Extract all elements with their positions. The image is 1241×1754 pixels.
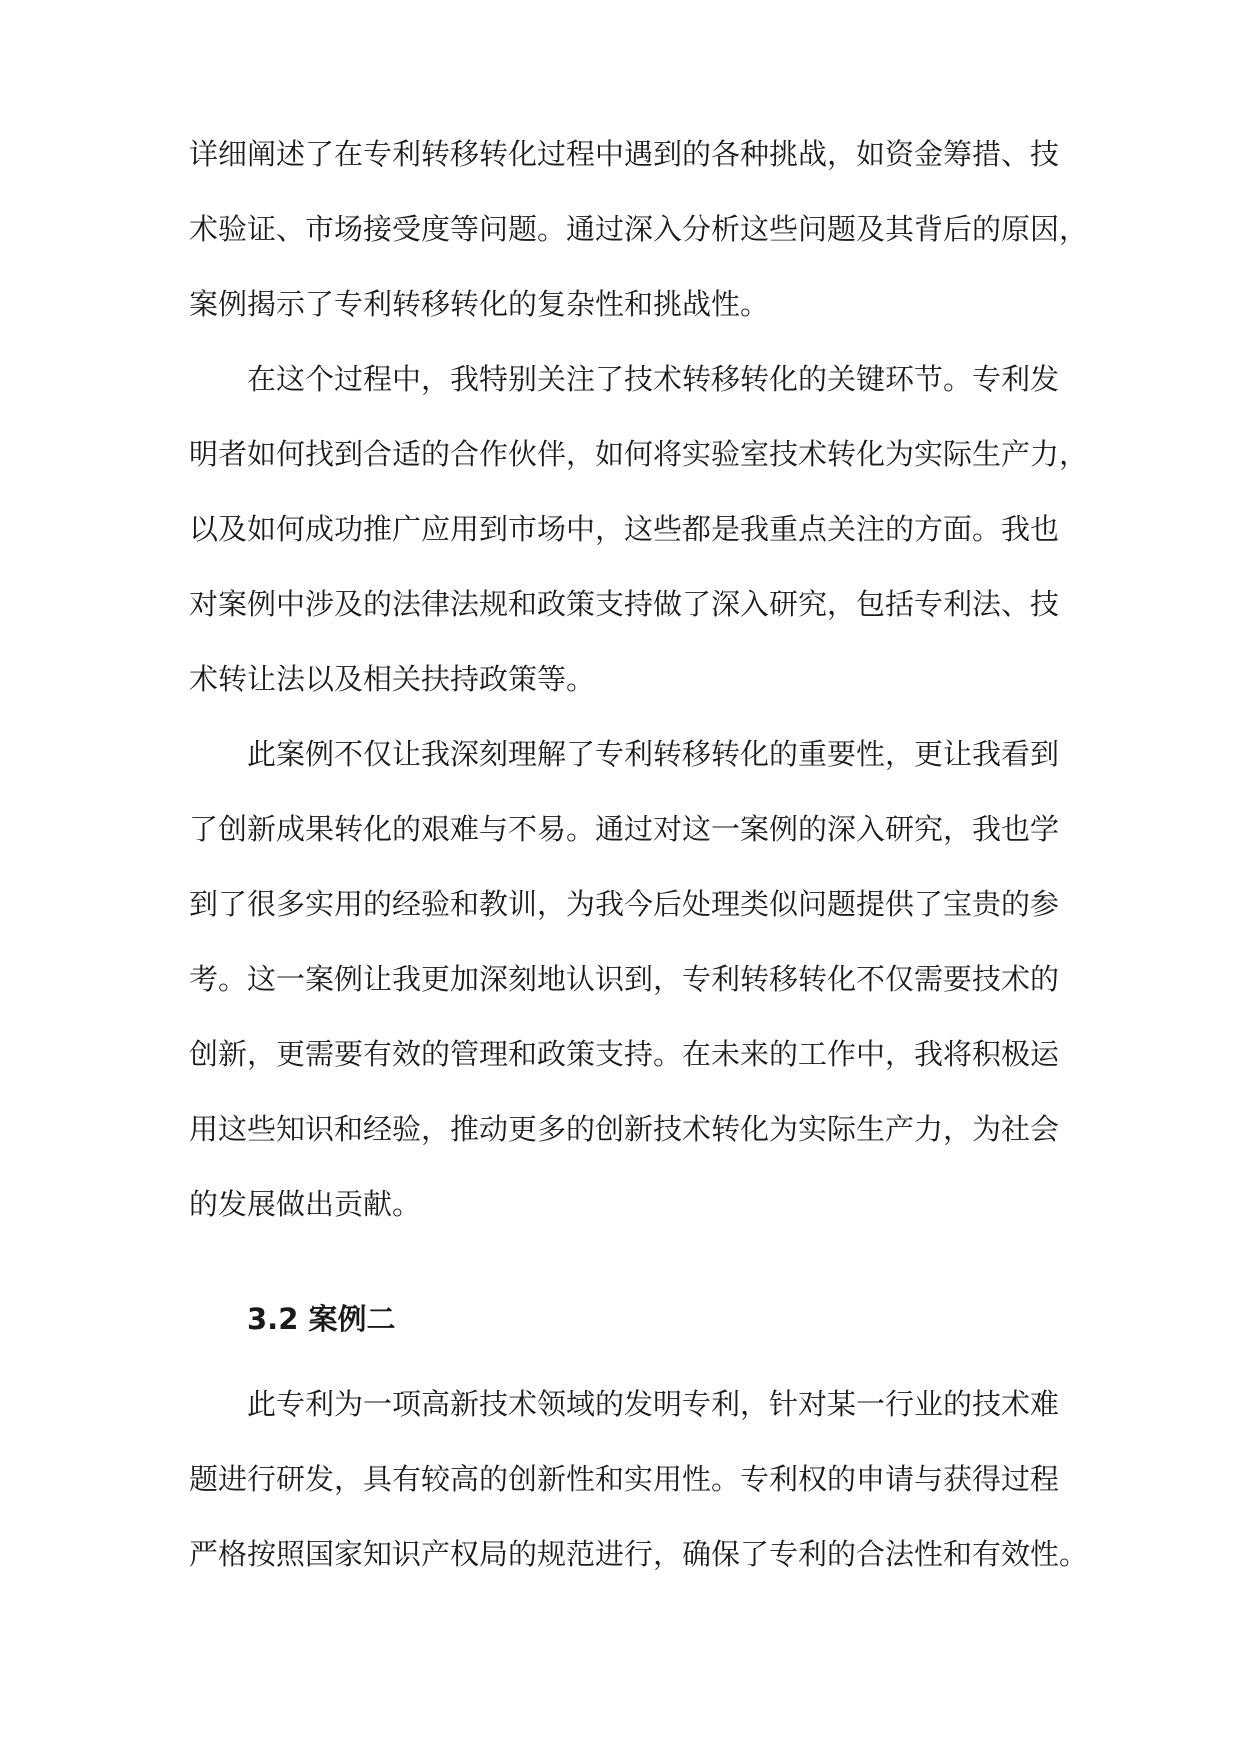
paragraph-3-line-7: 的发展做出贡献。 [189, 1187, 422, 1221]
paragraph-1-line-1: 详细阐述了在专利转移转化过程中遇到的各种挑战，如资金筹措、技 [189, 137, 1060, 171]
paragraph-3-line-3: 到了很多实用的经验和教训，为我今后处理类似问题提供了宝贵的参 [189, 887, 1060, 921]
paragraph-2-line-3: 以及如何成功推广应用到市场中，这些都是我重点关注的方面。我也 [189, 512, 1060, 546]
section-paragraph-line-2: 题进行研发，具有较高的创新性和实用性。专利权的申请与获得过程 [189, 1462, 1060, 1496]
paragraph-3-line-1: 此案例不仅让我深刻理解了专利转移转化的重要性，更让我看到 [247, 737, 1060, 771]
paragraph-2-line-1: 在这个过程中，我特别关注了技术转移转化的关键环节。专利发 [247, 362, 1060, 396]
paragraph-2-line-2: 明者如何找到合适的合作伙伴，如何将实验室技术转化为实际生产力， [189, 437, 1089, 471]
paragraph-3-line-2: 了创新成果转化的艰难与不易。通过对这一案例的深入研究，我也学 [189, 812, 1060, 846]
section-heading: 3.2 案例二 [247, 1302, 396, 1336]
section-paragraph-line-1: 此专利为一项高新技术领域的发明专利，针对某一行业的技术难 [247, 1387, 1060, 1421]
paragraph-2-line-5: 术转让法以及相关扶持政策等。 [189, 662, 596, 696]
paragraph-3-line-5: 创新，更需要有效的管理和政策支持。在未来的工作中，我将积极运 [189, 1037, 1060, 1071]
paragraph-1-line-2: 术验证、市场接受度等问题。通过深入分析这些问题及其背后的原因， [189, 212, 1089, 246]
paragraph-3-line-4: 考。这一案例让我更加深刻地认识到，专利转移转化不仅需要技术的 [189, 962, 1060, 996]
paragraph-2-line-4: 对案例中涉及的法律法规和政策支持做了深入研究，包括专利法、技 [189, 587, 1060, 621]
section-paragraph-line-3: 严格按照国家知识产权局的规范进行，确保了专利的合法性和有效性。 [189, 1537, 1089, 1571]
paragraph-3-line-6: 用这些知识和经验，推动更多的创新技术转化为实际生产力，为社会 [189, 1112, 1060, 1146]
paragraph-1-line-3: 案例揭示了专利转移转化的复杂性和挑战性。 [189, 287, 770, 321]
